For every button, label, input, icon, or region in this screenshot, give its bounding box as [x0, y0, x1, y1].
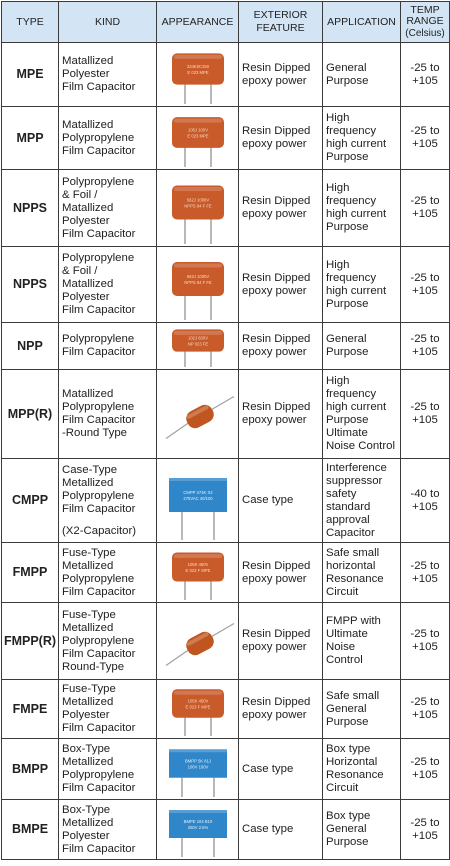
application-line: frequency	[326, 271, 377, 284]
capacitor-photo	[158, 605, 238, 678]
temp-line: +105	[412, 829, 438, 842]
temp-line: -25 to	[410, 125, 440, 137]
type-cell: CMPP	[2, 459, 59, 543]
table-row	[2, 107, 450, 170]
type-cell: FMPP	[2, 543, 59, 603]
header-exterior-feature	[239, 2, 323, 43]
application-line: high current	[326, 208, 387, 220]
capacitor-photo	[158, 172, 238, 245]
kind-line: Film Capacitor	[62, 502, 136, 515]
application-line: approval	[326, 513, 370, 526]
temp-cell	[401, 739, 450, 800]
exterior-line: Resin Dipped	[242, 271, 311, 284]
temp-line: -25 to	[410, 61, 440, 74]
exterior-line: epoxy power	[242, 138, 307, 150]
kind-line: Film Capacitor	[62, 346, 136, 358]
capacitor-marking: NPPS 94 F FE	[183, 279, 212, 285]
type-cell: FMPP(R)	[2, 603, 59, 680]
temp-line: +105	[412, 641, 438, 653]
kind-line: Film Capacitor	[62, 414, 136, 426]
kind-line: Film Capacitor	[62, 842, 136, 855]
capacitor-photo	[158, 249, 238, 321]
application-line: Circuit	[326, 585, 359, 598]
application-line: Capacitor	[326, 526, 375, 539]
temp-line: +105	[412, 74, 438, 87]
temp-line: +105	[412, 709, 438, 721]
header-application: APPLICATION	[323, 2, 401, 43]
type-cell: FMPE	[2, 680, 59, 739]
application-line: frequency	[326, 195, 377, 207]
kind-line: Polyester	[62, 291, 110, 303]
appearance-cell	[157, 680, 239, 739]
temp-line: -25 to	[410, 271, 440, 284]
application-cell	[323, 170, 401, 247]
kind-line: Film Capacitor	[62, 304, 136, 316]
temp-line: -25 to	[410, 756, 440, 768]
temp-cell	[401, 247, 450, 323]
application-cell	[323, 603, 401, 680]
temp-cell	[401, 680, 450, 739]
exterior-cell	[239, 459, 323, 543]
temp-line: +105	[412, 284, 438, 297]
capacitor-marking: 105K 450V	[187, 698, 208, 703]
kind-line: -Round Type	[62, 427, 128, 439]
application-line: Safe small	[326, 689, 380, 702]
exterior-line: epoxy power	[242, 709, 307, 721]
application-line: suppressor	[326, 474, 383, 487]
capacitor-marking: 105K 450V	[187, 561, 208, 567]
application-line: frequency	[326, 388, 377, 400]
kind-line: Box-Type	[62, 743, 111, 755]
capacitor-marking: NPPS 94 F FE	[183, 203, 212, 208]
application-line: Purpose	[326, 836, 369, 848]
kind-line: Polypropylene	[62, 489, 135, 502]
kind-cell	[59, 370, 157, 459]
application-line: Purpose	[326, 346, 369, 358]
temp-line: +105	[412, 346, 438, 358]
exterior-line: Case type	[242, 494, 294, 506]
exterior-cell	[239, 323, 323, 370]
kind-line: Metallized	[62, 816, 114, 829]
exterior-line: epoxy power	[242, 572, 307, 585]
type-cell: BMPP	[2, 739, 59, 800]
capacitor-photo	[158, 45, 238, 105]
exterior-line: Resin Dipped	[242, 559, 311, 572]
application-cell	[323, 800, 401, 860]
kind-line: Matallized	[62, 118, 114, 131]
exterior-line: epoxy power	[242, 346, 307, 358]
table-row	[2, 247, 450, 323]
capacitor-photo	[158, 372, 238, 457]
kind-line: & Foil /	[62, 188, 98, 201]
kind-line: Polyester	[62, 68, 110, 80]
table-row	[2, 680, 450, 739]
application-line: Noise Control	[326, 440, 396, 452]
application-line: Interference	[326, 461, 387, 474]
capacitor-marking: 105J 100V	[187, 127, 208, 132]
capacitor-spec-table	[1, 1, 450, 860]
application-cell	[323, 370, 401, 459]
temp-cell	[401, 43, 450, 107]
exterior-cell	[239, 107, 323, 170]
exterior-line: Resin Dipped	[242, 628, 311, 640]
capacitor-marking: CMPP 474K X2	[182, 489, 213, 495]
kind-line: Film Capacitor	[62, 647, 136, 660]
kind-line: (X2-Capacitor)	[62, 524, 137, 537]
appearance-cell	[157, 107, 239, 170]
exterior-cell	[239, 739, 323, 800]
temp-line: +105	[412, 208, 438, 220]
application-cell	[323, 247, 401, 323]
temp-line: -25 to	[410, 401, 440, 413]
exterior-line: epoxy power	[242, 74, 307, 87]
temp-cell	[401, 543, 450, 603]
kind-cell	[59, 739, 157, 800]
application-cell	[323, 680, 401, 739]
type-cell: NPPS	[2, 247, 59, 323]
temp-line: -40 to	[410, 487, 440, 500]
type-cell: BMPE	[2, 800, 59, 860]
table-row	[2, 543, 450, 603]
header-temp-range	[401, 2, 450, 43]
application-line: General	[326, 333, 367, 345]
kind-cell	[59, 459, 157, 543]
exterior-line: epoxy power	[242, 414, 307, 426]
kind-line	[62, 516, 153, 525]
capacitor-marking: 102J 630V	[187, 335, 208, 340]
application-cell	[323, 543, 401, 603]
table-row	[2, 603, 450, 680]
application-line: Horizontal	[326, 756, 378, 768]
header-temp-line: TEMP	[410, 3, 440, 16]
kind-line: Polypropylene	[62, 131, 135, 144]
header-temp-line: RANGE	[406, 15, 444, 28]
kind-line: Fuse-Type	[62, 683, 116, 695]
exterior-line: Resin Dipped	[242, 125, 311, 137]
capacitor-marking: 250V 2.5%	[187, 824, 208, 830]
application-line: Box type	[326, 810, 371, 822]
application-line: High	[326, 182, 350, 194]
kind-line: Film Capacitor	[62, 782, 136, 794]
capacitor-marking: E 023 MPE	[186, 69, 209, 75]
exterior-cell	[239, 680, 323, 739]
kind-line: Metallized	[62, 756, 114, 768]
capacitor-marking: 562J 1000V	[186, 273, 209, 279]
application-line: frequency	[326, 125, 377, 137]
kind-line: Metallized	[62, 696, 114, 708]
exterior-cell	[239, 170, 323, 247]
temp-cell	[401, 603, 450, 680]
temp-line: +105	[412, 414, 438, 426]
kind-line: Matallized	[62, 55, 114, 67]
exterior-cell	[239, 247, 323, 323]
temp-line: +105	[412, 769, 438, 781]
capacitor-marking: 334K0C250	[186, 63, 209, 69]
exterior-line: Resin Dipped	[242, 333, 311, 345]
type-cell: MPP	[2, 107, 59, 170]
temp-cell	[401, 170, 450, 247]
table-header-row	[2, 2, 450, 43]
temp-line: +105	[412, 500, 438, 513]
application-cell	[323, 107, 401, 170]
kind-cell	[59, 543, 157, 603]
application-line: High	[326, 375, 350, 387]
application-line: horizontal	[326, 559, 376, 572]
header-kind: KIND	[59, 2, 157, 43]
kind-line: Matallized	[62, 388, 114, 400]
temp-line: -25 to	[410, 559, 440, 572]
exterior-cell	[239, 800, 323, 860]
table-row	[2, 170, 450, 247]
appearance-cell	[157, 739, 239, 800]
exterior-line: Case type	[242, 823, 294, 835]
kind-line: Box-Type	[62, 803, 111, 816]
exterior-line: epoxy power	[242, 284, 307, 297]
exterior-cell	[239, 543, 323, 603]
temp-line: -25 to	[410, 195, 440, 207]
capacitor-photo	[158, 109, 238, 168]
kind-line: Polyester	[62, 829, 110, 842]
application-line: General	[326, 702, 367, 715]
capacitor-marking: NP 023 FE	[187, 341, 208, 346]
capacitor-marking: BMPE 104 B10	[183, 818, 212, 824]
kind-line: Film Capacitor	[62, 722, 136, 734]
appearance-cell	[157, 170, 239, 247]
kind-line: Polyester	[62, 214, 110, 227]
kind-line: Polypropylene	[62, 252, 135, 264]
application-line: Control	[326, 654, 363, 666]
table-row	[2, 459, 450, 543]
temp-cell	[401, 323, 450, 370]
kind-line: Polypropylene	[62, 333, 135, 345]
type-cell: MPE	[2, 43, 59, 107]
type-cell: NPPS	[2, 170, 59, 247]
capacitor-photo	[158, 802, 238, 858]
kind-cell	[59, 680, 157, 739]
header-exterior-line: EXTERIOR	[253, 9, 308, 21]
application-line: Purpose	[326, 414, 369, 426]
appearance-cell	[157, 370, 239, 459]
exterior-line: Resin Dipped	[242, 61, 311, 74]
table-body	[2, 43, 450, 860]
capacitor-photo	[158, 741, 238, 798]
application-cell	[323, 323, 401, 370]
temp-cell	[401, 107, 450, 170]
capacitor-photo	[158, 682, 238, 737]
appearance-cell	[157, 603, 239, 680]
header-temp-line: (Celsius)	[405, 27, 445, 39]
application-cell	[323, 459, 401, 543]
exterior-cell	[239, 43, 323, 107]
kind-line: Polypropylene	[62, 572, 135, 585]
kind-cell	[59, 603, 157, 680]
kind-cell	[59, 170, 157, 247]
appearance-cell	[157, 543, 239, 603]
header-type: TYPE	[2, 2, 59, 43]
kind-line: Fuse-Type	[62, 546, 116, 559]
kind-cell	[59, 247, 157, 323]
kind-line: Metallized	[62, 559, 114, 572]
kind-line: Case-Type	[62, 463, 118, 476]
application-line: Circuit	[326, 782, 359, 794]
temp-line: -25 to	[410, 628, 440, 640]
exterior-line: Resin Dipped	[242, 401, 311, 413]
capacitor-marking: E 023 F MPE	[185, 567, 210, 573]
temp-line: -25 to	[410, 816, 440, 829]
application-line: standard	[326, 500, 371, 513]
exterior-line: epoxy power	[242, 641, 307, 653]
exterior-line: Resin Dipped	[242, 195, 311, 207]
application-line: High	[326, 258, 350, 271]
application-line: Purpose	[326, 74, 369, 87]
application-line: Resonance	[326, 572, 384, 585]
table-row	[2, 43, 450, 107]
kind-line: Film Capacitor	[62, 81, 136, 93]
exterior-cell	[239, 370, 323, 459]
application-line: Purpose	[326, 151, 369, 163]
kind-line: Polyester	[62, 709, 110, 721]
application-line: Ultimate	[326, 628, 368, 640]
application-line: High	[326, 112, 350, 124]
application-line: Box type	[326, 743, 371, 755]
capacitor-marking: BMPP 5K 81J	[184, 758, 211, 763]
temp-line: -25 to	[410, 696, 440, 708]
application-line: safety	[326, 487, 357, 500]
exterior-line: Case type	[242, 762, 294, 775]
application-cell	[323, 739, 401, 800]
appearance-cell	[157, 800, 239, 860]
kind-cell	[59, 800, 157, 860]
appearance-cell	[157, 43, 239, 107]
application-line: FMPP with	[326, 615, 381, 627]
kind-line: Round-Type	[62, 660, 125, 673]
kind-cell	[59, 43, 157, 107]
appearance-cell	[157, 247, 239, 323]
application-line: Purpose	[326, 297, 369, 310]
table-row	[2, 370, 450, 459]
capacitor-marking: E 023 MPE	[186, 133, 209, 138]
capacitor-marking: E 023 F MPE	[185, 704, 210, 709]
kind-line: Matallized	[62, 278, 114, 290]
kind-line: Polypropylene	[62, 401, 135, 413]
application-line: high current	[326, 284, 387, 297]
kind-line: Polypropylene	[62, 634, 135, 647]
table-row	[2, 323, 450, 370]
kind-line: Polypropylene	[62, 769, 135, 781]
temp-cell	[401, 800, 450, 860]
appearance-cell	[157, 459, 239, 543]
table-row	[2, 739, 450, 800]
capacitor-marking: 275VAC 40/100	[182, 495, 213, 501]
type-cell: NPP	[2, 323, 59, 370]
kind-line: Film Capacitor	[62, 144, 136, 157]
application-line: Purpose	[326, 221, 369, 233]
appearance-cell	[157, 323, 239, 370]
kind-line: & Foil /	[62, 265, 98, 277]
temp-line: -25 to	[410, 333, 440, 345]
capacitor-photo	[158, 461, 238, 541]
temp-line: +105	[412, 138, 438, 150]
application-line: Noise	[326, 641, 356, 653]
table-row	[2, 800, 450, 860]
application-line: Resonance	[326, 769, 384, 781]
kind-line: Polypropylene	[62, 175, 135, 188]
temp-cell	[401, 459, 450, 543]
application-line: high current	[326, 401, 387, 413]
application-line: Ultimate	[326, 427, 368, 439]
application-line: Safe small	[326, 546, 380, 559]
kind-line: Film Capacitor	[62, 227, 136, 240]
kind-line: Fuse-Type	[62, 608, 116, 621]
application-cell	[323, 43, 401, 107]
capacitor-photo	[158, 545, 238, 601]
application-line: Purpose	[326, 715, 369, 728]
exterior-line: epoxy power	[242, 208, 307, 220]
capacitor-photo	[158, 325, 238, 368]
application-line: General	[326, 823, 367, 835]
header-appearance: APPEARANCE	[157, 2, 239, 43]
temp-line: +105	[412, 572, 438, 585]
exterior-line: Resin Dipped	[242, 696, 311, 708]
application-line: high current	[326, 138, 387, 150]
application-line: General	[326, 61, 367, 74]
kind-line: Metallized	[62, 476, 114, 489]
kind-cell	[59, 107, 157, 170]
header-exterior-line: FEATURE	[256, 22, 305, 34]
type-cell: MPP(R)	[2, 370, 59, 459]
kind-line: Metallized	[62, 621, 114, 634]
temp-cell	[401, 370, 450, 459]
exterior-cell	[239, 603, 323, 680]
kind-line: Matallized	[62, 201, 114, 214]
capacitor-marking: 100V 100V	[187, 764, 208, 769]
kind-cell	[59, 323, 157, 370]
kind-line: Film Capacitor	[62, 585, 136, 598]
capacitor-marking: 562J 1000V	[186, 197, 209, 202]
